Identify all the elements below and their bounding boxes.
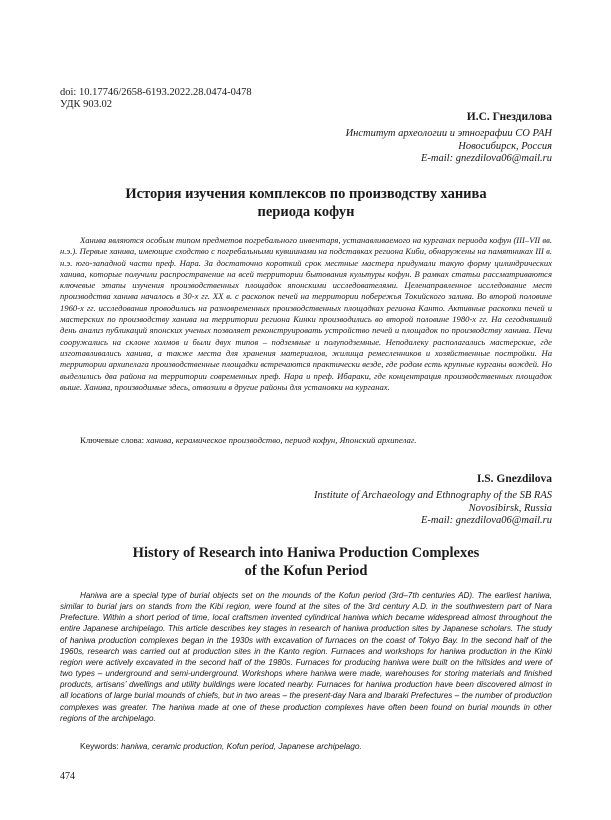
doi[interactable]: doi: 10.17746/2658-6193.2022.28.0474-0478: [60, 87, 252, 98]
page-number: 474: [60, 771, 75, 782]
city-en: Novosibirsk, Russia: [468, 502, 552, 514]
author-block-en: [314, 472, 552, 528]
keywords-label-en: Keywords:: [80, 741, 119, 751]
email-ru[interactable]: E-mail: gnezdilova06@mail.ru: [421, 153, 552, 164]
keywords-ru: [60, 435, 552, 446]
institution-ru: Институт археологии и этнографии СО РАН: [345, 128, 552, 139]
email-en[interactable]: E-mail: gnezdilova06@mail.ru: [421, 515, 552, 526]
keywords-label-ru: Ключевые слова:: [80, 435, 145, 445]
author-name-en: I.S. Gnezdilova: [476, 473, 552, 485]
keywords-values-en: haniwa, ceramic production, Kofun period, Japanese archipelago.: [121, 741, 362, 751]
city-ru: Новосибирск, Россия: [458, 140, 552, 152]
keywords-en: [60, 741, 552, 752]
article-title-ru: [60, 185, 552, 221]
title-ru-line2: периода кофун: [257, 204, 355, 220]
title-en-line2: of the Kofun Period: [244, 563, 368, 579]
institution-en: Institute of Archaeology and Ethnography of the SB RAS: [314, 490, 552, 501]
abstract-en: Haniwa are a special type of burial objects set on the mounds of the Kofun period (3rd–7th centuries AD). The earliest haniwa, similar to burial jars on stands from the Kibi region, were found at the sites of the 3rd century A.D. in the southwestern part of Nara Prefecture. Within a short period of time, local craftsmen invented cylindrical haniwa which became widespread almost throughout the entire Japanese archipelago. This article describes key stages in research of haniwa production sites by Japanese scholars. The study of haniwa production complexes began in the 1930s with excavation of furnaces on the coast of Tokyo Bay. In the second half of the 1960s, research was carried out at production sites in the Kanto region. Furnaces and workshops for haniwa production in the Kinki region were actively excavated in the second half of the 1980s. Furnaces for producing haniwa were built on the hillsides and were of two types – underground and semi-underground. Workshops where haniwa were made, warehouses for storing materials and finished products, artisans’ dwellings and utility buildings were located nearby. Furnaces for haniwa production have been discovered almost in all locations of large burial mounds of chiefs, but in two areas – the present-day Nara and Ibaraki Prefectures – the number of production complexes was greater. The haniwa made at one of these production complexes have often been found on burial mounds in other regions of the archipelago.: [60, 591, 552, 723]
article-meta: [60, 87, 252, 111]
title-en-line1: History of Research into Haniwa Production Complexes: [132, 545, 480, 561]
title-ru-line1: История изучения комплексов по производству ханива: [125, 186, 487, 202]
author-block-ru: [346, 110, 552, 166]
keywords-values-ru: ханива, керамическое производство, период кофун, Японский архипелаг.: [146, 435, 417, 445]
author-name-ru: И.С. Гнездилова: [466, 111, 552, 123]
article-title-en: [60, 544, 552, 580]
udk-code: УДК 903.02: [60, 99, 113, 110]
abstract-ru: Ханива являются особым типом предметов погребального инвентаря, устанавливаемого на курганах периода кофун (III–VII вв. н.э.). Первые ханива, имеющие сходство с погребальными кувшинами на подставках региона Киби, обнаружены на памятниках III в. н.э. юго-западной части преф. Нара. За достаточно короткий срок местные мастера придумали такую форму цилиндрических ханива, которые получили распространение на всей территории бытования культуры кофун. В рамках статьи рассматриваются ключевые этапы изучения производственных площадок японскими исследователями. Целенаправленное исследование мест производства ханива началось в 30-х гг. XX в. с раскопок печей на территории побережья Токийского залива. Во второй половине 1960-х гг. исследования проводились на разновременных производственных площадках региона Канто. Активные раскопки печей и мастерских по производству ханива на территории региона Кинки производились во второй половине 1980-х гг. На сегодняшний день анализ публикаций японских ученых позволяет реконструировать устройство печей и площадок по производству ханива. Печи сооружались на склоне холмов и были двух типов – подземные и полуподземные. Неподалеку располагались мастерские, где изготавливались ханива, а также места для хранения материалов, жилища ремесленников и хозяйственные постройки. На территории архипелага производственные площадки встречаются практически везде, где родом есть крупные курганы вождей. Но выделились два района на территории современных преф. Нара и преф. Ибараки, где концентрация производственных площадок выше. Ханива, производимые здесь, отвозили в другие районы для установки на курганах.: [60, 235, 552, 392]
